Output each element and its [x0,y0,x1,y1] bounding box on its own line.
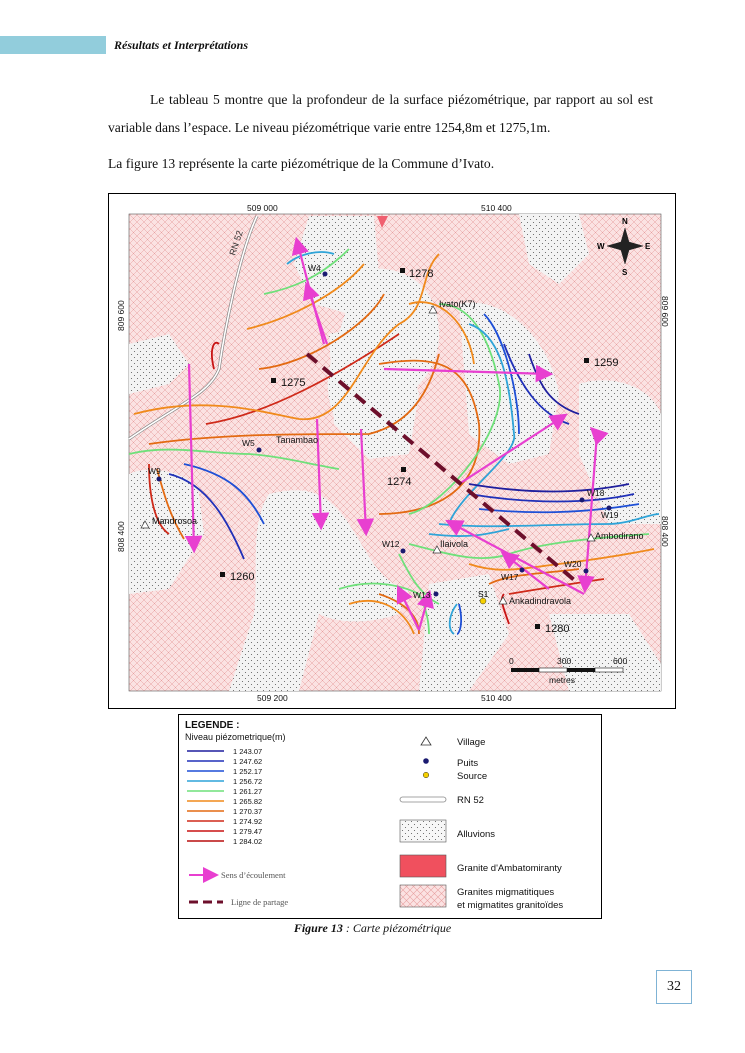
coord-right-1: 809 600 [660,296,670,327]
well-label: W4 [308,263,321,273]
coord-top-2: 510 400 [481,203,512,213]
elevation-marker [400,268,405,273]
elevation-label: 1260 [230,571,255,583]
legend-migmatite-line1: Granites migmatitiques [457,887,555,898]
figure-caption-text: : Carte piézométrique [342,921,452,935]
map-legend [178,714,602,919]
well-marker [584,569,589,574]
map-svg [109,194,675,708]
figure-caption-label: Figure 13 [293,921,343,935]
elevation-label: 1275 [281,377,306,389]
compass-n: N [622,217,628,226]
well-label: W19 [601,510,619,520]
paragraph-piezometric-depth: Le tableau 5 montre que la profondeur de la surface piézométrique, par rapport au sol est variable dans l’espace. Le niveau piézométrique varie entre 1254,8m et 1275,1m. [108,92,653,135]
coord-bottom-1: 509 200 [257,693,288,703]
elevation-marker [401,467,406,472]
elevation-marker [271,378,276,383]
village-label: Ivato(K7) [439,299,476,309]
road-icon [400,797,446,802]
legend-level-value: 1 256.72 [233,777,263,786]
scale-unit: metres [549,675,575,685]
elevation-marker [220,572,225,577]
legend-level-value: 1 274.92 [233,817,263,826]
page-number: 32 [656,970,692,1004]
migmatite-swatch [400,885,446,907]
well-label: W18 [587,488,605,498]
well-marker [157,477,162,482]
legend-level-value: 1 243.07 [233,747,263,756]
paragraph-figure-reference: La figure 13 représente la carte piézométrique de la Commune d’Ivato. [108,156,495,171]
elevation-label: 1259 [594,357,619,369]
legend-level-value: 1 279.47 [233,827,263,836]
compass-w: W [597,242,605,251]
well-label: W12 [382,539,400,549]
legend-level-value: 1 270.37 [233,807,263,816]
elevation-marker [535,624,540,629]
legend-levels [187,747,262,846]
legend-subtitle: Niveau piézometrique(m) [185,732,286,742]
well-marker [257,448,262,453]
compass-e: E [645,242,651,251]
elevation-label: 1280 [545,623,570,635]
coord-bottom-2: 510 400 [481,693,512,703]
well-label: W13 [413,590,431,600]
scale-tick: 300 [557,656,572,666]
header-accent-bar [0,36,106,54]
legend-level-value: 1 247.62 [233,757,263,766]
legend-flow-label: Sens d’écoulement [221,870,286,880]
compass-s: S [622,268,628,277]
legend-level-value: 1 261.27 [233,787,263,796]
coord-left-1: 809 600 [116,300,126,331]
village-label: Mandrosoa [152,516,198,526]
granite-swatch [400,855,446,877]
village-label: Ilaivola [440,539,469,549]
legend-migmatite-line2: et migmatites granitoïdes [457,900,564,911]
well-marker [434,592,439,597]
well-marker [520,568,525,573]
well-label: W9 [148,466,161,476]
alluvium-swatch [400,820,446,842]
village-label: Tanambao [276,435,319,445]
coord-left-2: 808 400 [116,521,126,552]
well-marker [323,272,328,277]
legend-village: Village [457,737,486,748]
legend-svg [179,715,601,918]
section-header: Résultats et Interprétations [114,38,249,52]
source-icon [423,772,429,778]
scale-tick: 0 [509,656,514,666]
legend-granite: Granite d'Ambatomiranty [457,863,562,874]
coord-top-1: 509 000 [247,203,278,213]
legend-divide-label: Ligne de partage [231,897,289,907]
source-label: S1 [478,589,489,599]
elevation-label: 1274 [387,476,412,488]
figure-caption [0,921,745,936]
legend-source: Source [457,771,488,782]
legend-level-value: 1 284.02 [233,837,263,846]
legend-road: RN 52 [457,795,484,806]
well-label: W17 [501,572,519,582]
legend-wells: Puits [457,758,479,769]
village-icon [421,737,431,745]
well-marker [401,549,406,554]
legend-alluvium: Alluvions [457,829,496,840]
legend-level-value: 1 252.17 [233,767,263,776]
elevation-marker [584,358,589,363]
well-marker [580,498,585,503]
village-label: Ambodirano [595,531,644,541]
road-label: RN 52 [227,229,245,257]
legend-level-value: 1 265.82 [233,797,263,806]
scale-tick: 600 [613,656,628,666]
village-label: Ankadindravola [509,596,572,606]
legend-title: LEGENDE : [185,720,240,731]
piezometric-map [108,193,676,709]
well-icon [423,758,429,764]
well-label: W20 [564,559,582,569]
well-label: W5 [242,438,255,448]
coord-right-2: 808 400 [660,516,670,547]
elevation-label: 1278 [409,268,434,280]
